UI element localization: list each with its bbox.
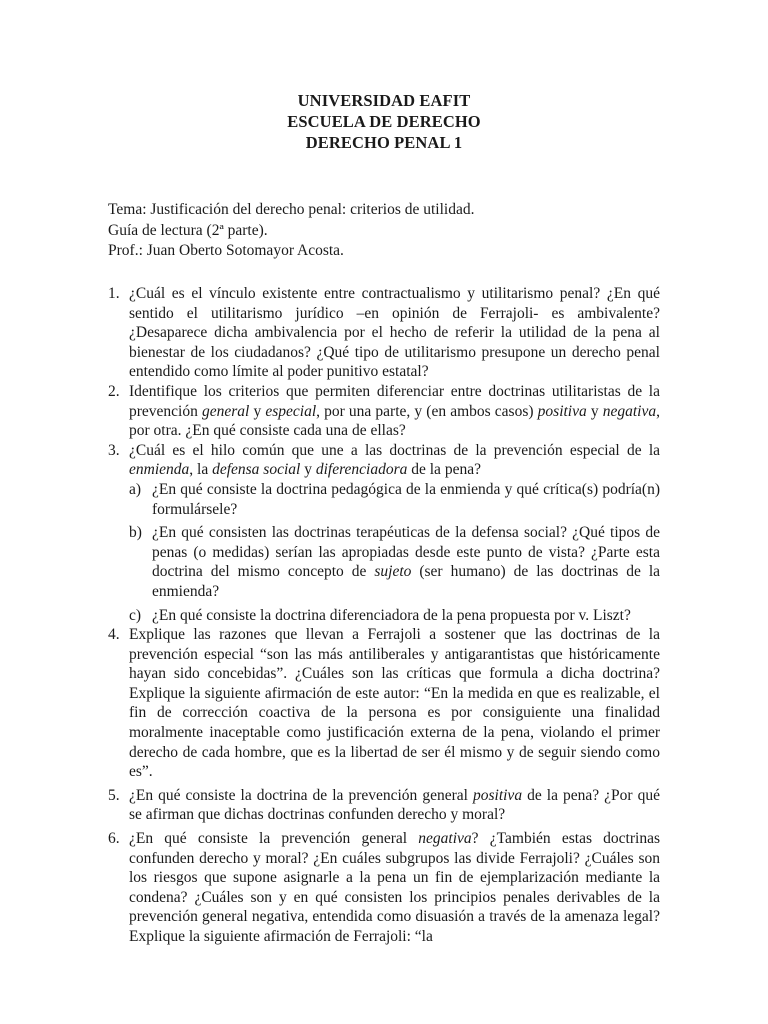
- text-run: ? ¿También estas doctrinas confunden derecho y moral? ¿En cuáles subgrupos las divide Ferrajoli? ¿Cuáles son los riesgos que supone asignarle a la pena un fin de ejemplarización mediante la condena? ¿Cuáles son y en qué consisten los principios penales derivables de la prevención general negativa, entendida como disuasión a través de la amenaza legal? Explique la siguiente afirmación de Ferrajoli: “la: [129, 830, 660, 945]
- italic-term: especial: [265, 402, 317, 420]
- text-run: ¿En qué consiste la prevención general: [129, 830, 419, 848]
- course-name: DERECHO PENAL 1: [305, 133, 463, 152]
- text-run: y: [249, 402, 266, 420]
- subquestion-text: ¿En qué consiste la doctrina diferenciadora de la pena propuesta por v. Liszt?: [152, 606, 631, 624]
- text-run: (ser humano) de las doctrinas de la enmienda?: [152, 563, 661, 600]
- question-4: [108, 625, 660, 782]
- italic-term: positiva: [472, 786, 523, 804]
- question-3c: [108, 606, 660, 626]
- italic-term: negativa: [602, 402, 657, 420]
- italic-term: positiva: [537, 402, 587, 420]
- question-text: [129, 383, 660, 439]
- question-number: 2.: [108, 382, 120, 400]
- question-number: 3.: [108, 441, 120, 459]
- question-text: [129, 830, 660, 945]
- question-3a: [108, 480, 660, 519]
- professor-line: Prof.: Juan Oberto Sotomayor Acosta.: [108, 242, 344, 259]
- italic-term: sujeto: [374, 563, 412, 581]
- question-3: [108, 441, 660, 480]
- document-header: [0, 90, 768, 153]
- text-run: Identifique los criterios que permiten diferenciar entre doctrinas utilitaristas de la prevención: [129, 382, 660, 420]
- question-number: 4.: [108, 626, 120, 644]
- text-run: ¿Cuál es el hilo común que une a las doctrinas de la prevención especial de la: [129, 441, 660, 459]
- question-1: [108, 284, 660, 382]
- question-text: ¿Cuál es el vínculo existente entre contractualismo y utilitarismo penal? ¿En qué sentido el utilitarismo jurídico –en opinión de Ferrajoli- es ambivalente? ¿Desaparece dicha ambivalencia por el hecho de referir la utilidad de la pena al bienestar de los ciudadanos? ¿Qué tipo de utilitarismo presupone un derecho penal entendido como límite al poder punitivo estatal?: [129, 285, 660, 381]
- text-run: ¿En qué consiste la doctrina de la prevención general: [129, 786, 473, 804]
- topic-line: Tema: Justificación del derecho penal: criterios de utilidad.: [108, 201, 475, 218]
- text-run: , por otra. ¿En qué consiste cada una de ellas?: [129, 402, 660, 440]
- question-number: 6.: [108, 830, 120, 848]
- question-number: 5.: [108, 786, 120, 804]
- text-run: , la: [189, 461, 213, 479]
- school-name: ESCUELA DE DERECHO: [287, 112, 481, 131]
- text-run: de la pena? ¿Por qué se afirman que dichas doctrinas confunden derecho y moral?: [129, 786, 660, 824]
- guide-line: Guía de lectura (2ª parte).: [108, 221, 268, 239]
- question-3b: [108, 523, 660, 601]
- university-name: UNIVERSIDAD EAFIT: [297, 91, 471, 110]
- text-run: y: [300, 461, 316, 479]
- subquestion-label: c): [129, 606, 142, 624]
- question-text: [129, 442, 660, 479]
- question-number: 1.: [108, 285, 120, 302]
- italic-term: general: [201, 402, 250, 420]
- italic-term: enmienda: [129, 461, 190, 479]
- question-list: [108, 284, 660, 947]
- question-2: [108, 382, 660, 441]
- text-run: ¿En qué consisten las doctrinas terapéuticas de la defensa social? ¿Qué tipos de penas (o medidas) serían las apropiadas desde este punto de vista? ¿Parte esta doctrina del mismo concepto de: [152, 524, 660, 581]
- question-text: Explique las razones que llevan a Ferrajoli a sostener que las doctrinas de la prevención especial “son las más antiliberales y antigarantistas que históricamente hayan sido concebidas”. ¿Cuáles son las críticas que formula a dicha doctrina? Explique la siguiente afirmación de este autor: “En la medida en que es realizable, el fin de corrección coactiva de la persona es por consiguiente una finalidad moralmente inaceptable como justificación externa de la pena, violando el primer derecho de cada hombre, que es la libertad de ser él mismo y de seguir siendo como es”.: [129, 626, 660, 781]
- question-6: [108, 829, 660, 947]
- italic-term: defensa social: [212, 461, 301, 479]
- question-text: [129, 787, 660, 824]
- document-meta: [108, 200, 474, 262]
- italic-term: negativa: [418, 830, 472, 848]
- italic-term: diferenciadora: [315, 461, 408, 479]
- subquestion-text: ¿En qué consiste la doctrina pedagógica de la enmienda y qué crítica(s) podría(n) formulársele?: [152, 480, 660, 518]
- text-run: y: [586, 402, 603, 420]
- text-run: , por una parte, y (en ambos casos): [316, 402, 538, 420]
- text-run: de la pena?: [407, 461, 481, 479]
- subquestion-label: a): [129, 480, 142, 498]
- subquestion-label: b): [129, 524, 142, 542]
- subquestion-text: [152, 524, 660, 600]
- question-5: [108, 786, 660, 825]
